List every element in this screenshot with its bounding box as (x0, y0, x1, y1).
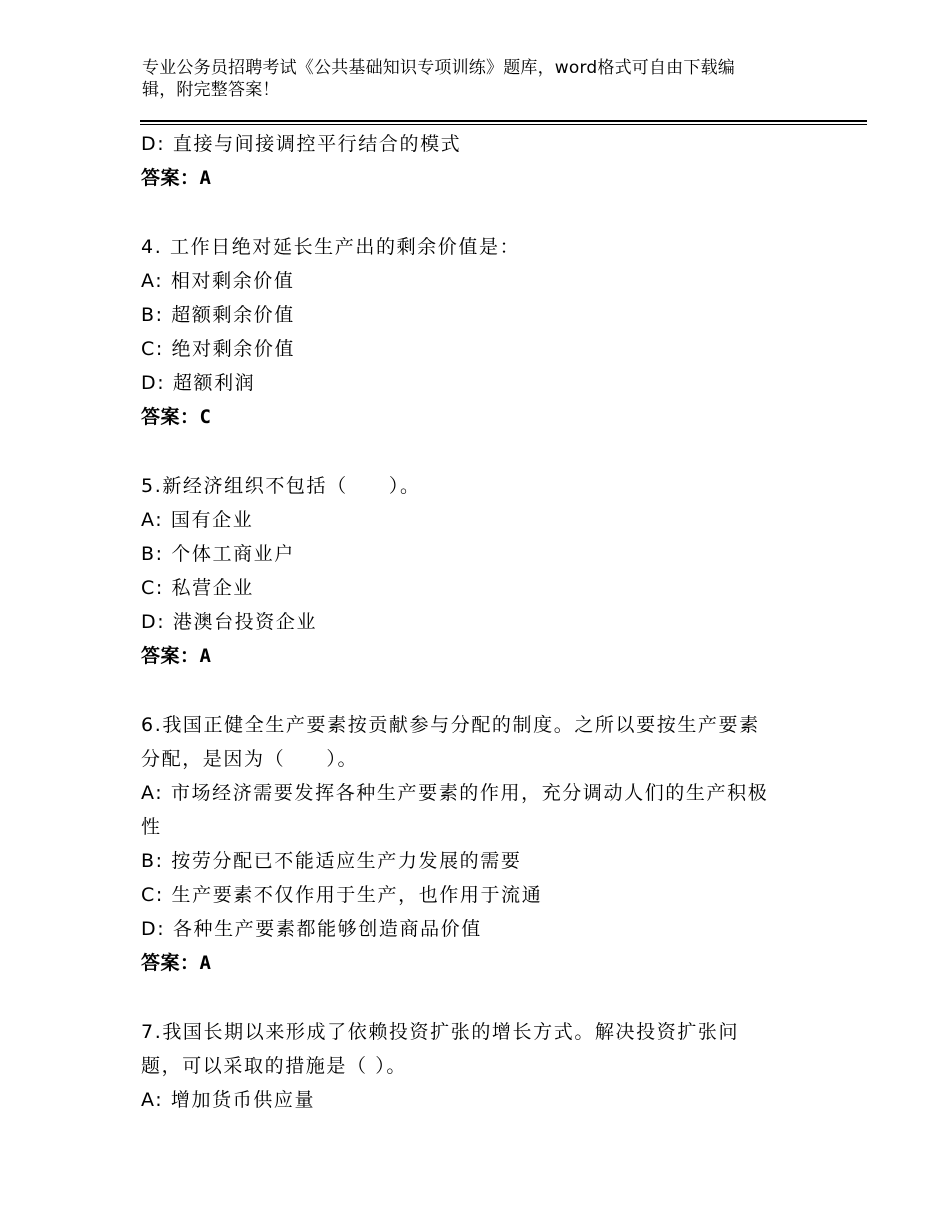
question-4 (141, 230, 821, 434)
option-a-line-2: 性 (141, 816, 162, 838)
question-list (141, 127, 821, 1117)
question-stem-line-2: 分配，是因为（ ）。 (141, 748, 359, 770)
answer-label: 答案： (141, 406, 200, 428)
option-c: C: 私营企业 (141, 577, 254, 599)
question-7 (141, 1015, 821, 1117)
option-a: A: 增加货币供应量 (141, 1089, 316, 1111)
question-stem-line-1: 6.我国正健全生产要素按贡献参与分配的制度。之所以要按生产要素 (141, 714, 760, 736)
option-c: C: 绝对剩余价值 (141, 338, 296, 360)
option-b: B: 按劳分配已不能适应生产力发展的需要 (141, 850, 522, 872)
option-d: D: 港澳台投资企业 (141, 611, 318, 633)
answer-value: A (199, 952, 212, 974)
option-a: A: 相对剩余价值 (141, 270, 295, 292)
header-line-2: 辑，附完整答案！ (142, 80, 280, 100)
header-divider (140, 120, 867, 125)
answer-value: A (199, 167, 212, 189)
option-a-line-1: A: 市场经济需要发挥各种生产要素的作用，充分调动人们的生产积极 (141, 782, 769, 804)
option-b: B: 个体工商业户 (141, 543, 295, 565)
spacer (141, 673, 821, 708)
question-3-tail (141, 127, 821, 195)
question-stem-line-2: 题，可以采取的措施是（ ）。 (141, 1055, 407, 1077)
option-a: A: 国有企业 (141, 509, 254, 531)
spacer (141, 195, 821, 230)
answer-value: C (199, 406, 212, 428)
header-line-1: 专业公务员招聘考试《公共基础知识专项训练》题库，word格式可自由下载编 (142, 58, 735, 78)
question-stem: 4. 工作日绝对延长生产出的剩余价值是： (141, 236, 521, 258)
answer (141, 946, 821, 980)
option-d: D: 直接与间接调控平行结合的模式 (141, 133, 462, 155)
question-stem-line-1: 7.我国长期以来形成了依赖投资扩张的增长方式。解决投资扩张问 (141, 1021, 740, 1043)
answer-label: 答案： (141, 645, 200, 667)
page-header (142, 57, 802, 101)
question-5 (141, 469, 821, 673)
spacer (141, 434, 821, 469)
answer (141, 639, 821, 673)
question-stem: 5.新经济组织不包括（ ）。 (141, 475, 421, 497)
option-d: D: 超额利润 (141, 372, 256, 394)
spacer (141, 980, 821, 1015)
option-c: C: 生产要素不仅作用于生产，也作用于流通 (141, 884, 543, 906)
answer (141, 400, 821, 434)
answer-value: A (199, 645, 212, 667)
question-6 (141, 708, 821, 980)
answer-label: 答案： (141, 952, 200, 974)
answer-label: 答案： (141, 167, 200, 189)
option-b: B: 超额剩余价值 (141, 304, 295, 326)
answer (141, 161, 821, 195)
option-d: D: 各种生产要素都能够创造商品价值 (141, 918, 482, 940)
